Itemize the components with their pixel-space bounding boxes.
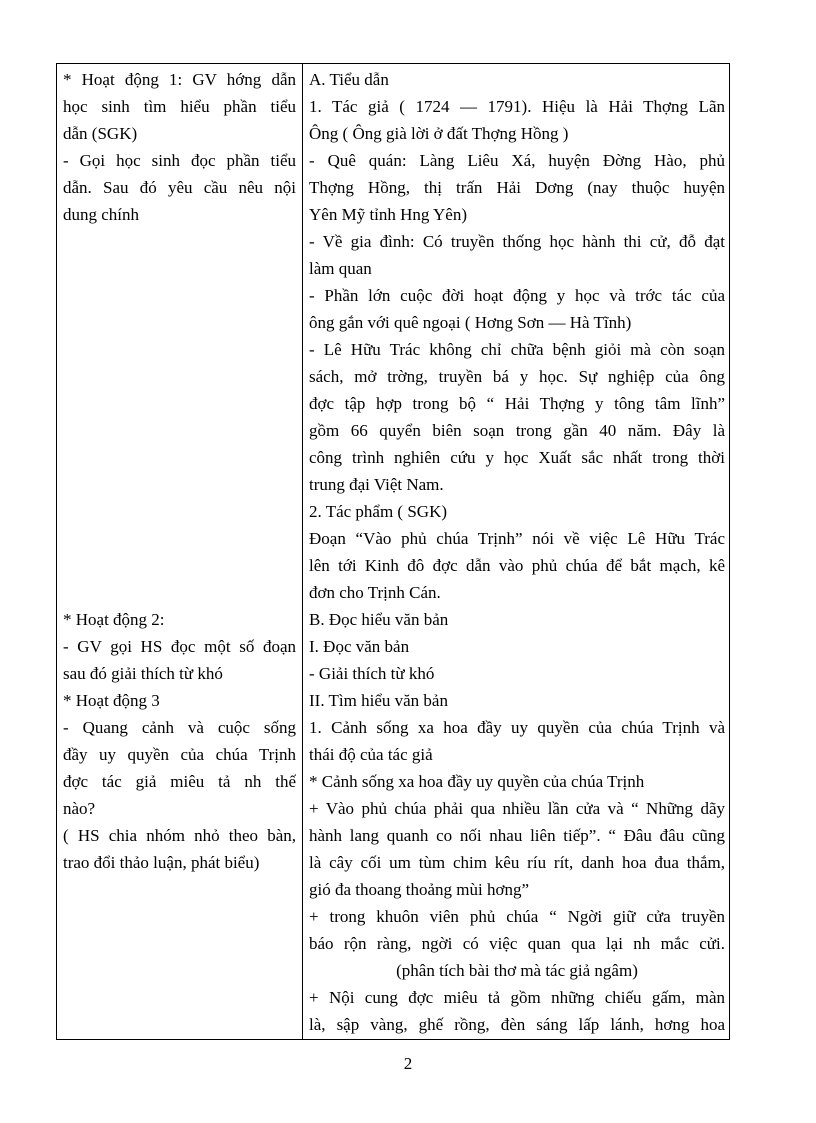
text-line: sách, mở trờng, truyền bá y học. Sự nghiệp của ông [309,367,725,386]
text-line: thái độ của tác giả [309,745,433,764]
text-line: trao đổi thảo luận, phát biểu) [63,853,260,872]
text-line: + Vào phủ chúa phải qua nhiều lần cửa và “ Những dãy [309,799,725,818]
text-line: - Phần lớn cuộc đời hoạt động y học và trớc tác của [309,286,725,305]
text-line: * Hoạt động 1: GV hớng dẫn [63,70,296,89]
left-column [63,66,296,876]
text-line: 1. Tác giả ( 1724 — 1791). Hiệu là Hải Thợng Lãn [309,97,725,116]
activity-2-3-block [63,606,296,876]
right-column [309,66,725,1038]
column-divider [302,64,303,1039]
text-line: + trong khuôn viên phủ chúa “ Ngời giữ cửa truyền [309,907,725,926]
lesson-table [56,63,730,1040]
text-line: Ông ( Ông già lời ở đất Thợng Hồng ) [309,124,569,143]
text-line: Thợng Hồng, thị trấn Hải Dơng (nay thuộc huyện [309,178,725,197]
text-line: B. Đọc hiểu văn bản [309,610,449,629]
text-line: đầy uy quyền của chúa Trịnh [63,745,296,764]
text-line: (phân tích bài thơ mà tác giả ngâm) [396,961,638,980]
text-line: * Cảnh sống xa hoa đầy uy quyền của chúa Trịnh [309,772,645,791]
text-line: - Quang cảnh và cuộc sống [63,718,296,737]
activity-1-block [63,66,296,228]
text-line: II. Tìm hiểu văn bản [309,691,448,710]
text-line: là cây cối um tùm chim kêu ríu rít, danh hoa đua thắm, [309,853,725,872]
text-line: - Giải thích từ khó [309,664,435,683]
text-line: 2. Tác phẩm ( SGK) [309,502,448,521]
text-line: A. Tiểu dẫn [309,70,389,89]
text-line: làm quan [309,259,372,278]
text-line: + Nội cung đợc miêu tả gồm những chiếu gấm, màn [309,988,725,1007]
left-spacer [63,228,296,606]
text-line: - Quê quán: Làng Liêu Xá, huyện Đờng Hào, phủ [309,151,725,170]
text-line: học sinh tìm hiểu phần tiểu [63,97,296,116]
text-line: dẫn (SGK) [63,124,138,143]
text-line: trung đại Việt Nam. [309,475,444,494]
text-line: sau đó giải thích từ khó [63,664,223,683]
text-line: 1. Cảnh sống xa hoa đầy uy quyền của chúa Trịnh và [309,718,725,737]
text-line: - Gọi học sinh đọc phần tiểu [63,151,296,170]
text-line: - Lê Hữu Trác không chỉ chữa bệnh giỏi mà còn soạn [309,340,725,359]
content-block [309,66,725,1038]
text-line: công trình nghiên cứu y học Xuất sắc nhất trong thời [309,448,725,467]
text-line: ( HS chia nhóm nhỏ theo bàn, [63,826,296,845]
text-line: báo rộn ràng, ngời có việc quan qua lại nh mắc cửi. [309,934,725,953]
text-line: đơn cho Trịnh Cán. [309,583,441,602]
text-line: * Hoạt động 2: [63,610,165,629]
text-line: lên tới Kinh đô đợc dẫn vào phủ chúa để bắt mạch, kê [309,556,725,575]
text-line: đợc tập hợp trong bộ “ Hải Thợng y tông tâm lĩnh” [309,394,725,413]
text-line: gió đa thoang thoảng mùi hơng” [309,880,530,899]
text-line: hành lang quanh co nối nhau liên tiếp”. “ Đâu đâu cũng [309,826,725,845]
text-line: gồm 66 quyển biên soạn trong gần 40 năm. Đây là [309,421,725,440]
text-line: Yên Mỹ tỉnh Hng Yên) [309,205,468,224]
text-line: ông gắn với quê ngoại ( Hơng Sơn — Hà Tĩnh) [309,313,632,332]
text-line: nào? [63,799,96,818]
text-line: - Về gia đình: Có truyền thống học hành thi cử, đỗ đạt [309,232,725,251]
text-line: * Hoạt động 3 [63,691,160,710]
text-line: - GV gọi HS đọc một số đoạn [63,637,296,656]
text-line: dung chính [63,205,140,224]
text-line: Đoạn “Vào phủ chúa Trịnh” nói về việc Lê Hữu Trác [309,529,725,548]
page-number: 2 [403,1054,413,1073]
text-line: I. Đọc văn bản [309,637,410,656]
text-line: đợc tác giả miêu tả nh thế [63,772,296,791]
text-line: dẫn. Sau đó yêu cầu nêu nội [63,178,296,197]
text-line: là, sập vàng, ghế rồng, đèn sáng lấp lánh, hơng hoa [309,1015,725,1034]
